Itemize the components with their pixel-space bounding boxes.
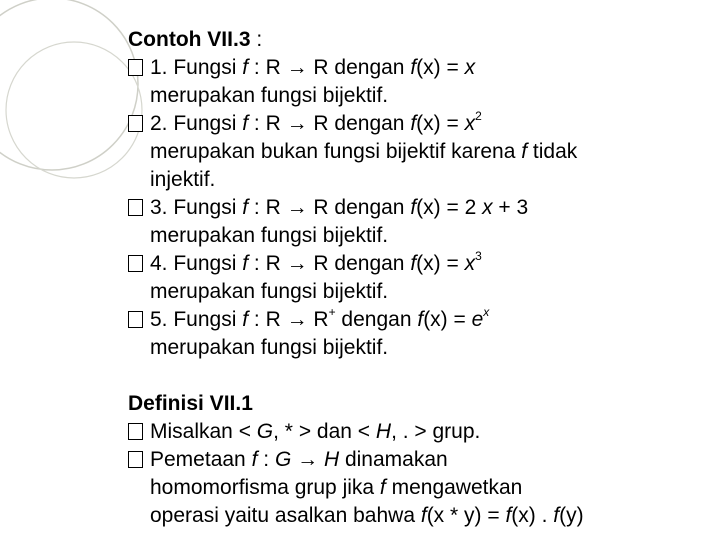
slide-content [128, 26, 708, 530]
example-title: Contoh VII.3 [128, 28, 251, 51]
bullet-icon [128, 311, 143, 328]
bullet-icon [128, 255, 143, 272]
example-heading [128, 26, 708, 54]
item-3-line-2: merupakan fungsi bijektif. [150, 224, 389, 247]
definition-item-2-line-3: operasi yaitu asalkan bahwa f(x * y) = f(x) . f(y) [150, 504, 584, 527]
item-4-line-1: 4. Fungsi f : R → R dengan $f(x) = x^3$ [150, 249, 482, 275]
definition-item-1 [128, 418, 708, 446]
example-item-5 [128, 306, 708, 362]
definition-heading: Definisi VII.1 [128, 392, 253, 415]
bullet-icon [128, 59, 143, 76]
definition-item-2-line-2: homomorfisma grup jika f mengawetkan [150, 476, 523, 499]
item-2-line-2: merupakan bukan fungsi bijektif karena f tidak [150, 140, 578, 163]
item-2-line-1: 2. Fungsi f : R → R dengan $f(x) = x^2$ [150, 109, 482, 135]
item-3-line-1: 3. Fungsi f : R → R dengan f(x) = 2 x + 3 [150, 196, 529, 219]
deco-ring-outer [0, 0, 138, 170]
deco-ring-inner [6, 42, 142, 178]
example-item-4 [128, 250, 708, 306]
bullet-icon [128, 423, 143, 440]
bullet-icon [128, 451, 143, 468]
bullet-icon [128, 115, 143, 132]
item-1-line-2: merupakan fungsi bijektif. [150, 84, 389, 107]
item-4-line-2: merupakan fungsi bijektif. [150, 280, 389, 303]
definition-item-1-line-1: Misalkan < G, * > dan < H, . > grup. [150, 420, 481, 443]
item-2-line-3: injektif. [150, 168, 216, 191]
example-item-2 [128, 110, 708, 194]
definition-item-2-line-1: Pemetaan f : G → H dinamakan [150, 448, 448, 471]
heading-colon: : [250, 28, 263, 51]
item-5-line-2: merupakan fungsi bijektif. [150, 336, 389, 359]
bullet-icon [128, 199, 143, 216]
example-item-1 [128, 54, 708, 110]
item-5-line-1: 5. Fungsi f : R → R+ dengan $f(x) = e^x$ [150, 305, 490, 331]
definition-item-2 [128, 446, 708, 530]
example-item-3 [128, 194, 708, 250]
section-spacer [128, 362, 708, 390]
item-1-line-1: 1. Fungsi f : R → R dengan f(x) = x [150, 56, 476, 79]
